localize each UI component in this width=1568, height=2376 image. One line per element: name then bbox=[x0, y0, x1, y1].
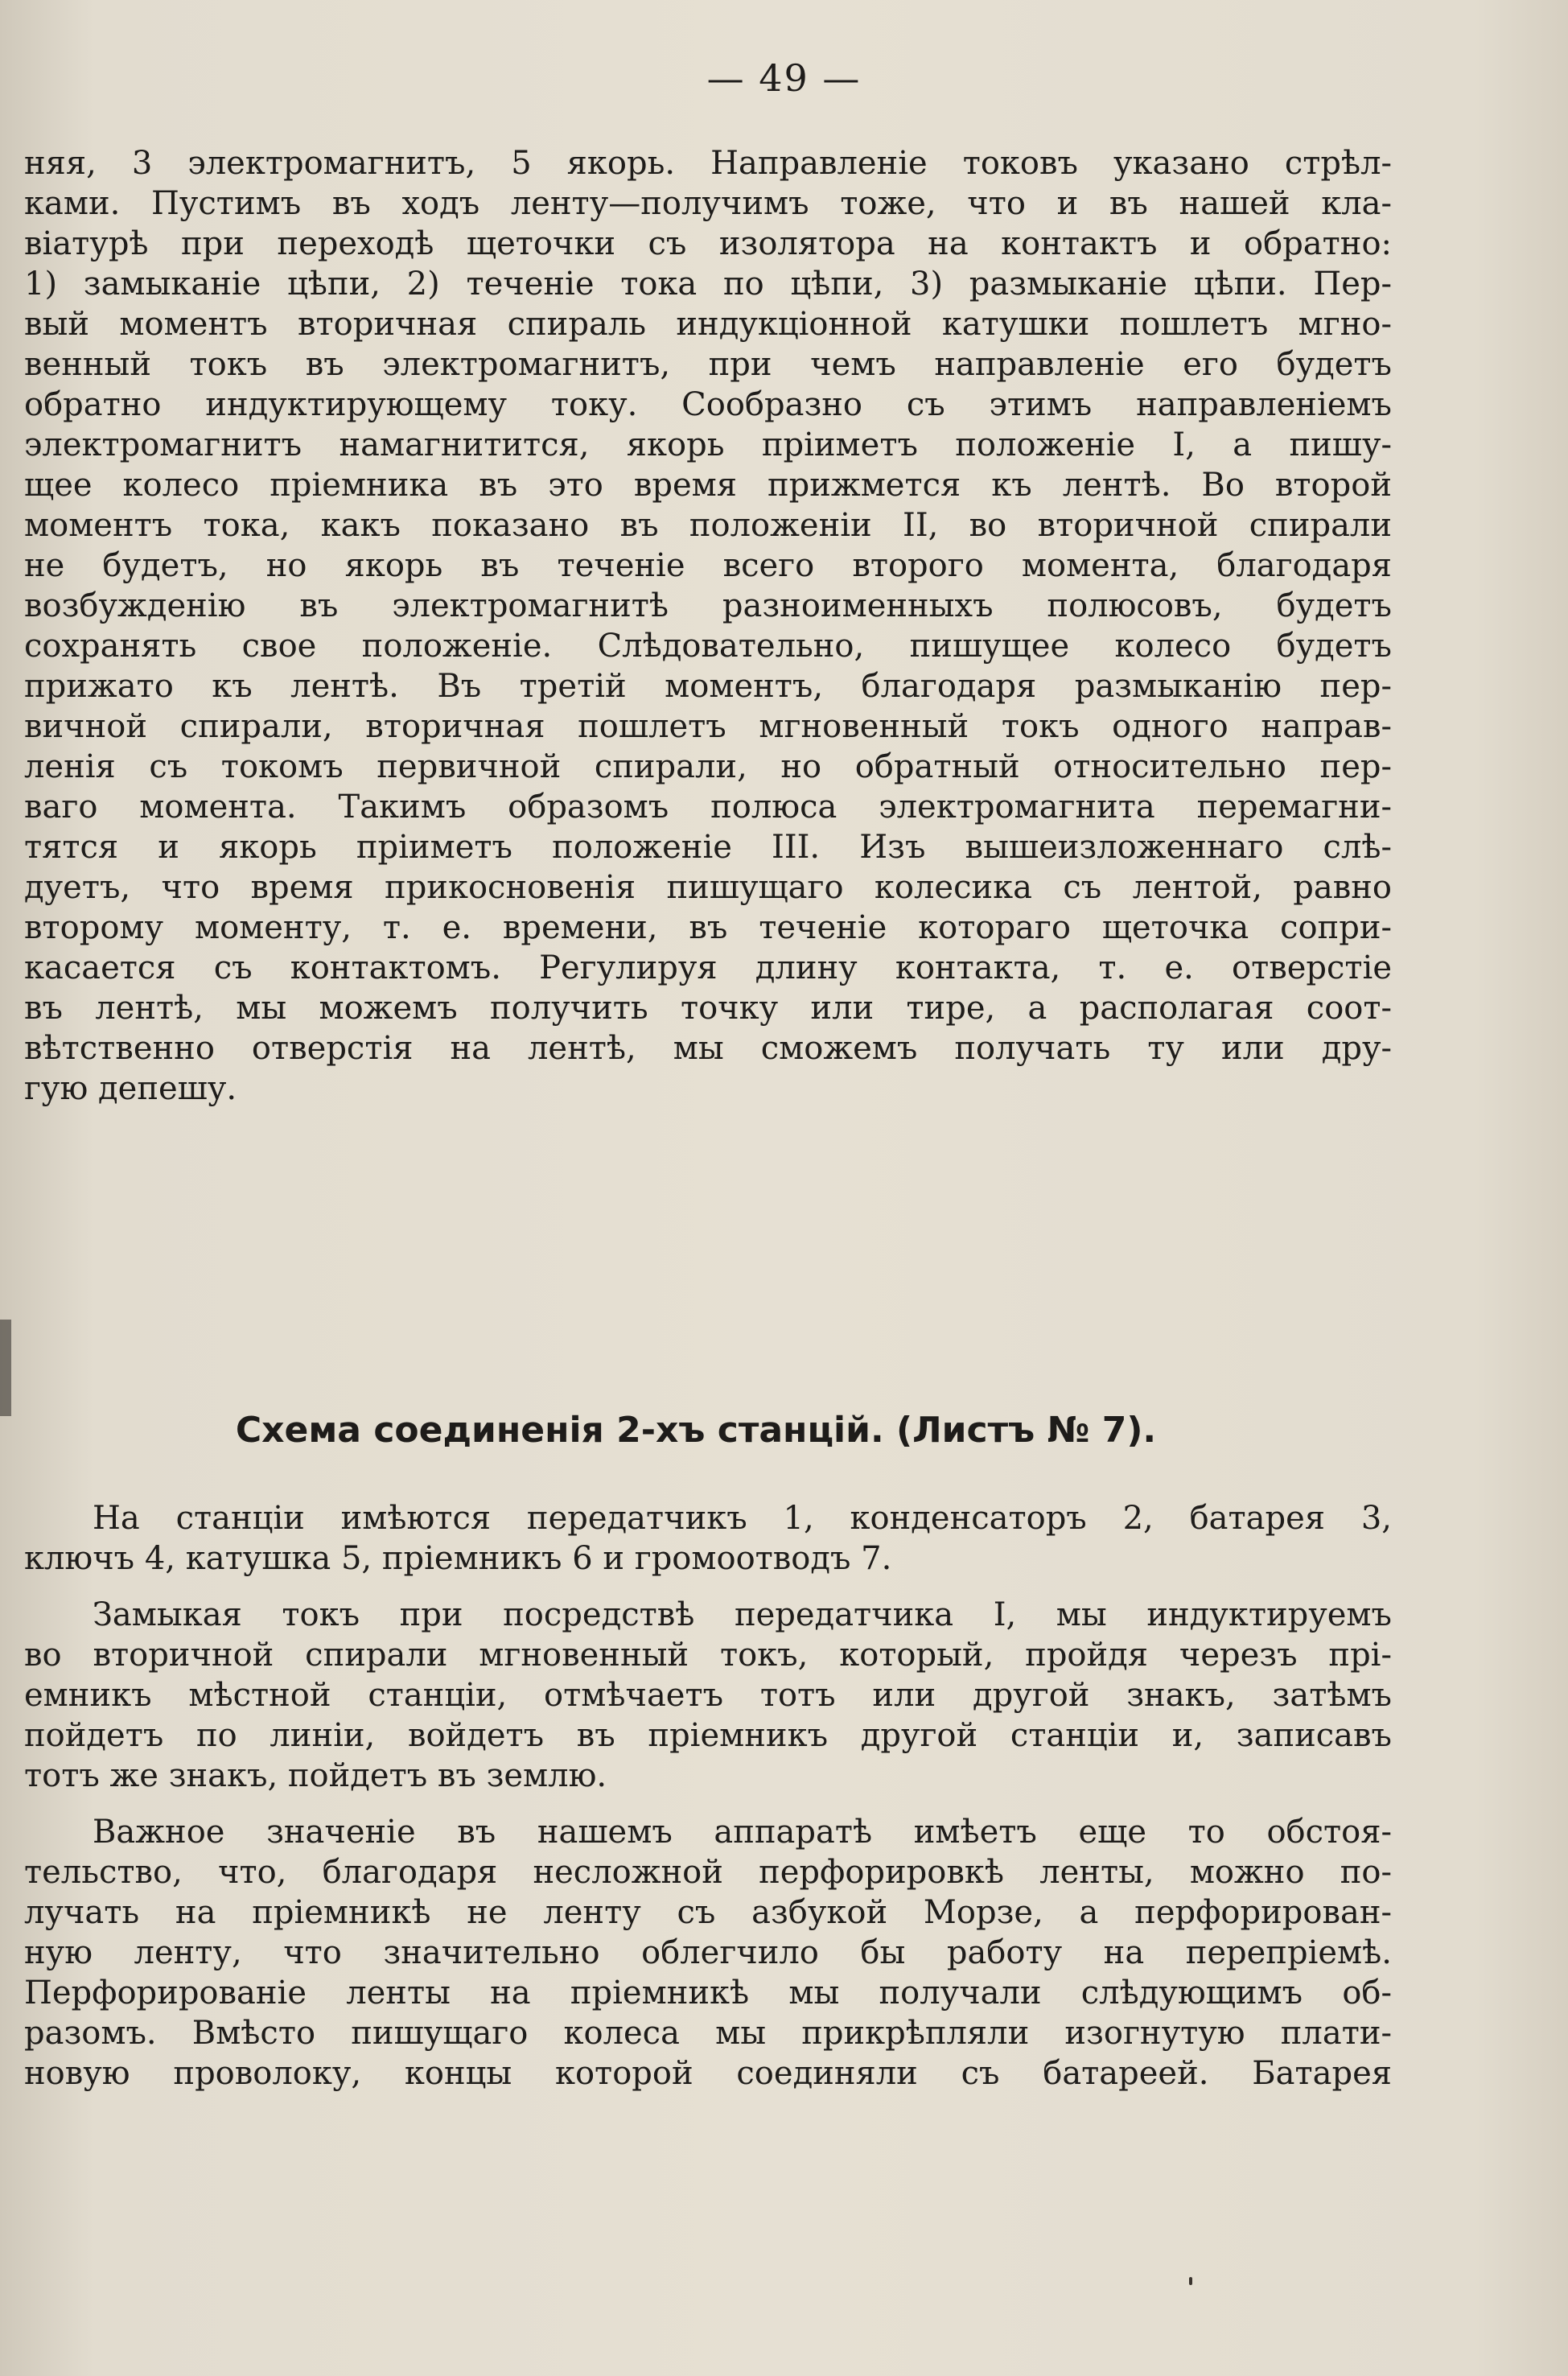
text-line: лучать на пріемникѣ не ленту съ азбукой Морзе, а перфорирован- bbox=[24, 1894, 1392, 1931]
text-line: Замыкая токъ при посредствѣ передатчика I, мы индуктируемъ bbox=[93, 1596, 1392, 1633]
text-line: обратно индуктирующему току. Сообразно съ этимъ направленіемъ bbox=[24, 386, 1392, 423]
text-line: ленія съ токомъ первичной спирали, но обратный относительно пер- bbox=[24, 748, 1392, 785]
text-line: въ лентѣ, мы можемъ получить точку или тире, а располагая соот- bbox=[24, 990, 1392, 1027]
text-line: щее колесо пріемника въ это время прижмется къ лентѣ. Во второй bbox=[24, 467, 1392, 504]
text-line: не будетъ, но якорь въ теченіе всего второго момента, благодаря bbox=[24, 547, 1392, 584]
text-line: вый моментъ вторичная спираль индукціонной катушки пошлетъ мгно- bbox=[24, 306, 1392, 343]
text-line: вичной спирали, вторичная пошлетъ мгновенный токъ одного направ- bbox=[24, 708, 1392, 745]
text-line: моментъ тока, какъ показано въ положеніи II, во вторичной спирали bbox=[24, 507, 1392, 544]
text-line: ную ленту, что значительно облегчило бы работу на перепріемѣ. bbox=[24, 1934, 1392, 1971]
text-line: 1) замыканіе цѣпи, 2) теченіе тока по цѣпи, 3) размыканіе цѣпи. Пер- bbox=[24, 266, 1392, 303]
text-line: разомъ. Вмѣсто пишущаго колеса мы прикрѣпляли изогнутую плати- bbox=[24, 2015, 1392, 2052]
text-line: тотъ же знакъ, пойдетъ въ землю. bbox=[24, 1757, 607, 1794]
paragraph-3 bbox=[24, 1595, 1392, 1796]
text-line: емникъ мѣстной станціи, отмѣчаетъ тотъ или другой знакъ, затѣмъ bbox=[24, 1677, 1392, 1714]
text-line: второму моменту, т. е. времени, въ теченіе котораго щеточка сопри- bbox=[24, 909, 1392, 946]
paper-speck bbox=[1189, 2277, 1192, 2285]
text-line: возбужденію въ электромагнитѣ разноименныхъ полюсовъ, будетъ bbox=[24, 587, 1392, 624]
paragraph-1 bbox=[24, 143, 1392, 1109]
text-line: Важное значеніе въ нашемъ аппаратѣ имѣетъ еще то обстоя- bbox=[93, 1814, 1392, 1851]
text-line: ключъ 4, катушка 5, пріемникъ 6 и громоотводъ 7. bbox=[24, 1540, 892, 1577]
text-line: прижато къ лентѣ. Въ третій моментъ, благодаря размыканію пер- bbox=[24, 668, 1392, 705]
text-line: няя, 3 электромагнитъ, 5 якорь. Направленіе токовъ указано стрѣл- bbox=[24, 145, 1392, 182]
text-line: во вторичной спирали мгновенный токъ, который, пройдя черезъ прі- bbox=[24, 1637, 1392, 1674]
text-line: гую депешу. bbox=[24, 1070, 237, 1107]
text-line: ваго момента. Такимъ образомъ полюса электромагнита перемагни- bbox=[24, 789, 1392, 826]
page-number: — 49 — bbox=[706, 56, 862, 100]
text-line: дуетъ, что время прикосновенія пишущаго колесика съ лентой, равно bbox=[24, 869, 1392, 906]
text-line: венный токъ въ электромагнитъ, при чемъ направленіе его будетъ bbox=[24, 346, 1392, 383]
text-line: пойдетъ по линіи, войдетъ въ пріемникъ другой станціи и, записавъ bbox=[24, 1717, 1392, 1754]
paragraph-4 bbox=[24, 1812, 1392, 2094]
text-line: вѣтственно отверстія на лентѣ, мы сможемъ получать ту или дру- bbox=[24, 1030, 1392, 1067]
text-line: электромагнитъ намагнитится, якорь пріиметъ положеніе I, а пишу- bbox=[24, 426, 1392, 463]
binding-shadow bbox=[0, 1320, 11, 1416]
section-heading: Схема соединенія 2-хъ станцій. (Листъ № 7). bbox=[235, 1410, 1157, 1451]
text-line: Перфорированіе ленты на пріемникѣ мы получали слѣдующимъ об- bbox=[24, 1975, 1392, 2012]
text-line: касается съ контактомъ. Регулируя длину контакта, т. е. отверстіе bbox=[24, 949, 1392, 986]
text-line: сохранять свое положеніе. Слѣдовательно, пишущее колесо будетъ bbox=[24, 628, 1392, 665]
paragraph-2 bbox=[24, 1498, 1392, 1579]
text-line: тельство, что, благодаря несложной перфорировкѣ ленты, можно по- bbox=[24, 1854, 1392, 1891]
text-line: новую проволоку, концы которой соединяли съ батареей. Батарея bbox=[24, 2055, 1392, 2092]
text-line: На станціи имѣются передатчикъ 1, конденсаторъ 2, батарея 3, bbox=[93, 1500, 1392, 1537]
text-line: ками. Пустимъ въ ходъ ленту—получимъ тоже, что и въ нашей кла- bbox=[24, 185, 1392, 222]
text-line: віатурѣ при переходѣ щеточки съ изолятора на контактъ и обратно: bbox=[24, 225, 1392, 262]
text-line: тятся и якорь пріиметъ положеніе III. Изъ вышеизложеннаго слѣ- bbox=[24, 829, 1392, 866]
